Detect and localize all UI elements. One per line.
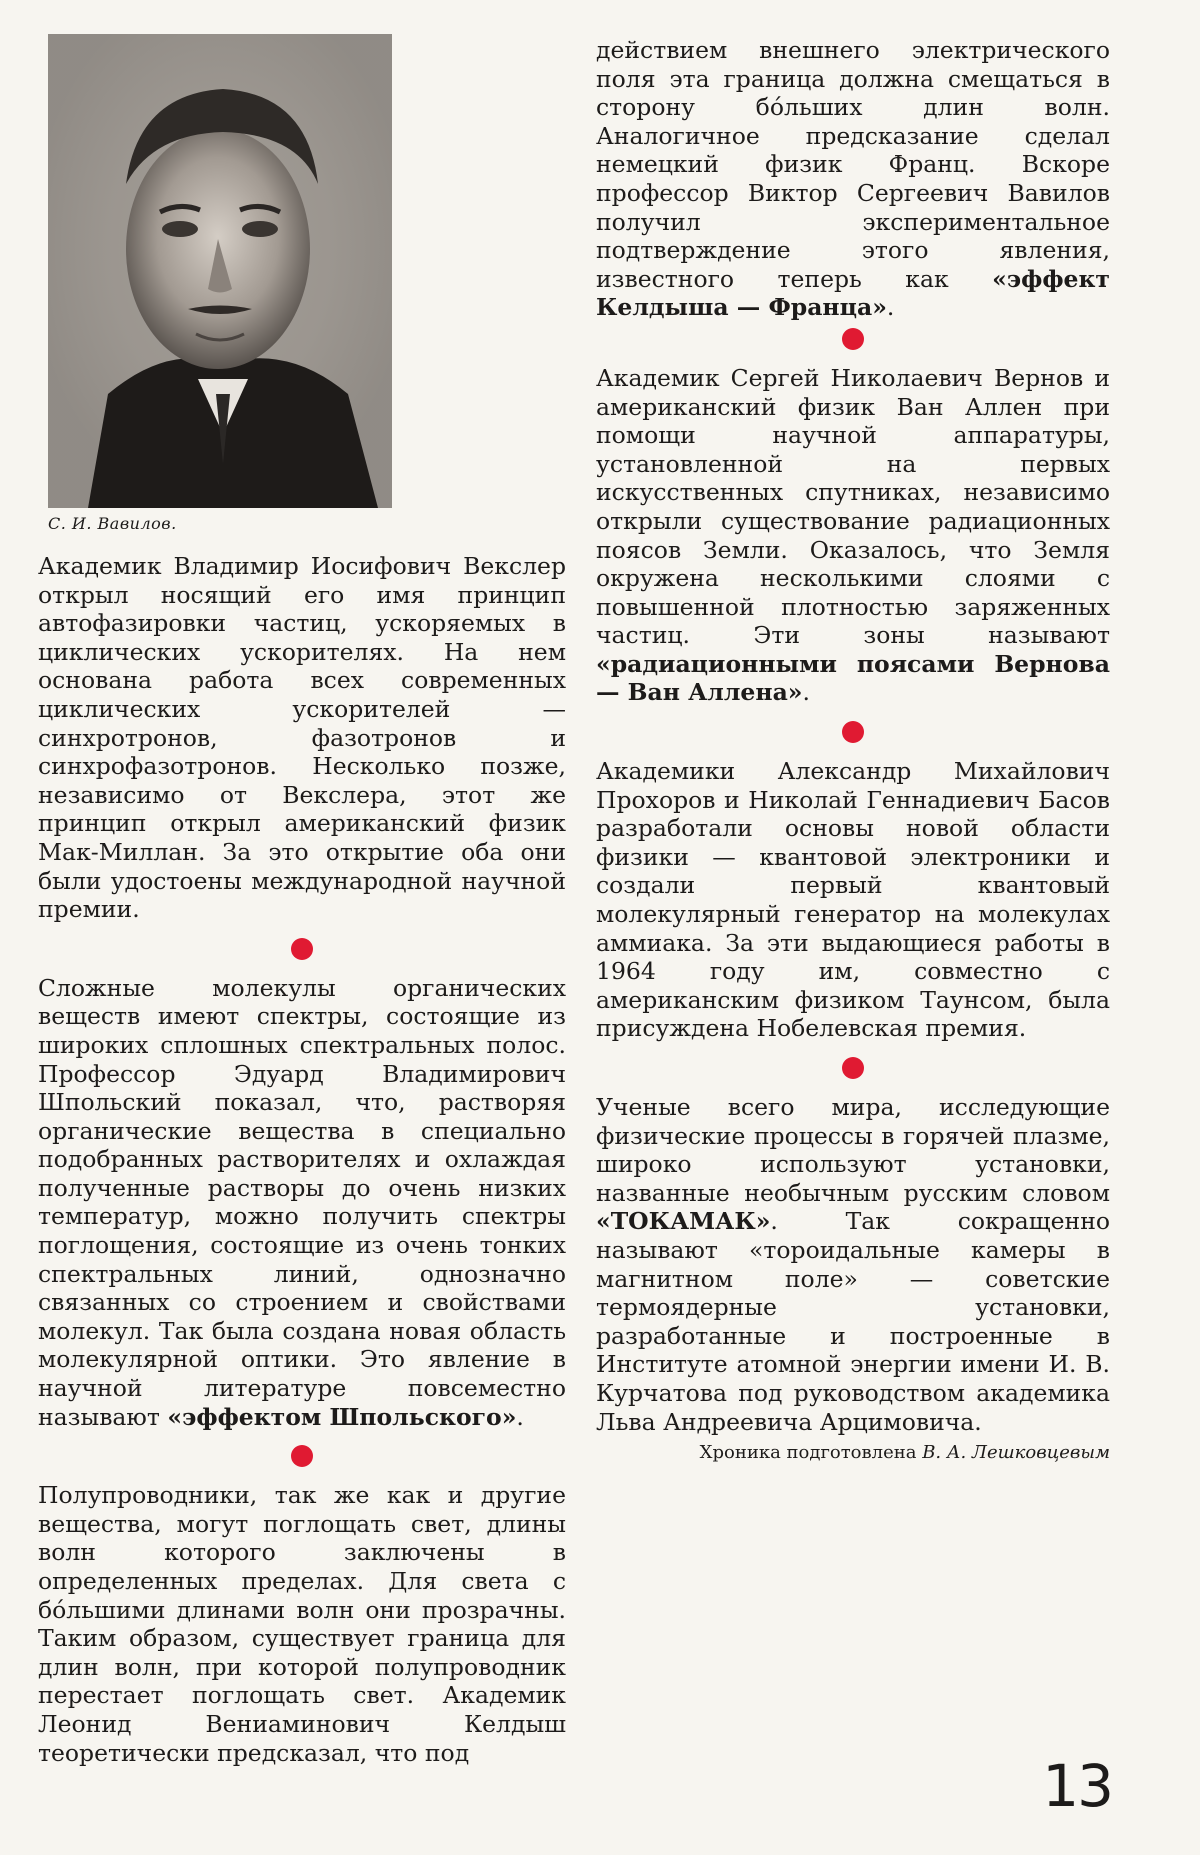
tokamak-term: «ТОКАМАК» — [596, 1207, 771, 1236]
tokamak-text-2: . Так сокращенно называют «тороидальные камеры в магнитном поле» — советские термоядерные установки, разработанные и построенные в Институте атомной энергии имени И. В. Курчатова под руководством академика Льва Андреевича Арцимовича. — [596, 1207, 1110, 1436]
shpolsky-effect-term: «эффектом Шпольского» — [167, 1402, 517, 1431]
credit-prefix: Хроника подготовлена — [699, 1442, 923, 1464]
franz-paragraph — [596, 36, 1110, 322]
portrait-photo — [48, 34, 392, 508]
left-column — [38, 552, 566, 1767]
page-number: 13 — [1042, 1752, 1112, 1820]
bullet-dot-2 — [291, 1445, 313, 1467]
keldysh-paragraph: Полупроводники, так же как и другие вещества, могут поглощать свет, длины волн которого заключены в определенных пределах. Для света с бо́льшими длинами волн они прозрачны. Таким образом, существует граница для длин волн, при которой полупроводник перестает поглощать свет. Академик Леонид Вениаминович Келдыш теоретически предсказал, что под — [38, 1481, 566, 1767]
keldysh-franz-effect-term: «эффект Келдыша — Франца» — [596, 264, 1110, 322]
shpolsky-end: . — [516, 1402, 524, 1431]
shpolsky-text: Сложные молекулы органических веществ имеют спектры, состоящие из широких сплошных спектральных полос. Профессор Эдуард Владимирович Шпольский показал, что, растворяя органические вещества в специально подобранных растворителях и охлаждая полученные растворы до очень низких температур, можно получить спектры поглощения, состоящие из очень тонких спектральных линий, однозначно связанных со строением и свойствами молекул. Так была создана новая область молекулярной оптики. Это явление в научной литературе повсеместно называют — [38, 973, 566, 1431]
radiation-belts-term: «радиационными поясами Вернова — Ван Аллена» — [596, 649, 1110, 707]
vernov-paragraph — [596, 364, 1110, 707]
credit-author: В. А. Лешковцевым — [922, 1442, 1110, 1464]
prokhorov-paragraph: Академики Александр Михайлович Прохоров и Николай Геннадиевич Басов разработали основы новой области физики — квантовой электроники и создали первый квантовый молекулярный генератор на молекулах аммиака. За эти выдающиеся работы в 1964 году им, совместно с американским физиком Таунсом, была присуждена Нобелевская премия. — [596, 757, 1110, 1043]
tokamak-paragraph — [596, 1093, 1110, 1436]
veksler-paragraph: Академик Владимир Иосифович Векслер открыл носящий его имя принцип автофазировки частиц, ускоряемых в циклических ускорителях. На нем основана работа всех современных циклических ускорителей — синхротронов, фазотронов и синхрофазотронов. Несколько позже, независимо от Векслера, этот же принцип открыл американский физик Мак-Миллан. За это открытие оба они были удостоены международной научной премии. — [38, 552, 566, 924]
right-column — [596, 36, 1110, 1463]
franz-end: . — [886, 293, 895, 322]
bullet-dot-1 — [291, 938, 313, 960]
bullet-dot-3 — [842, 328, 864, 350]
bullet-dot-4 — [842, 721, 864, 743]
vernov-text: Академик Сергей Николаевич Вернов и американский физик Ван Аллен при помощи научной аппаратуры, установленной на первых искусственных спутниках, независимо открыли существование радиационных поясов Земли. Оказалось, что Земля окружена несколькими слоями с повышенной плотностью заряженных частиц. Эти зоны называют — [596, 363, 1110, 650]
tokamak-text-1: Ученые всего мира, исследующие физические процессы в горячей плазме, широко используют установки, названные необычным русским словом — [596, 1093, 1110, 1207]
shpolsky-paragraph — [38, 974, 566, 1432]
photo-caption: С. И. Вавилов. — [48, 514, 177, 533]
vernov-end: . — [802, 678, 810, 707]
chronicle-credit — [596, 1442, 1110, 1463]
bullet-dot-5 — [842, 1057, 864, 1079]
franz-text: действием внешнего электрического поля эта граница должна смещаться в сторону бо́льших длин волн. Аналогичное предсказание сделал немецкий физик Франц. Вскоре профессор Виктор Сергеевич Вавилов получил экспериментальное подтверждение этого явления, известного теперь как — [596, 36, 1110, 293]
portrait-illustration — [48, 34, 392, 508]
